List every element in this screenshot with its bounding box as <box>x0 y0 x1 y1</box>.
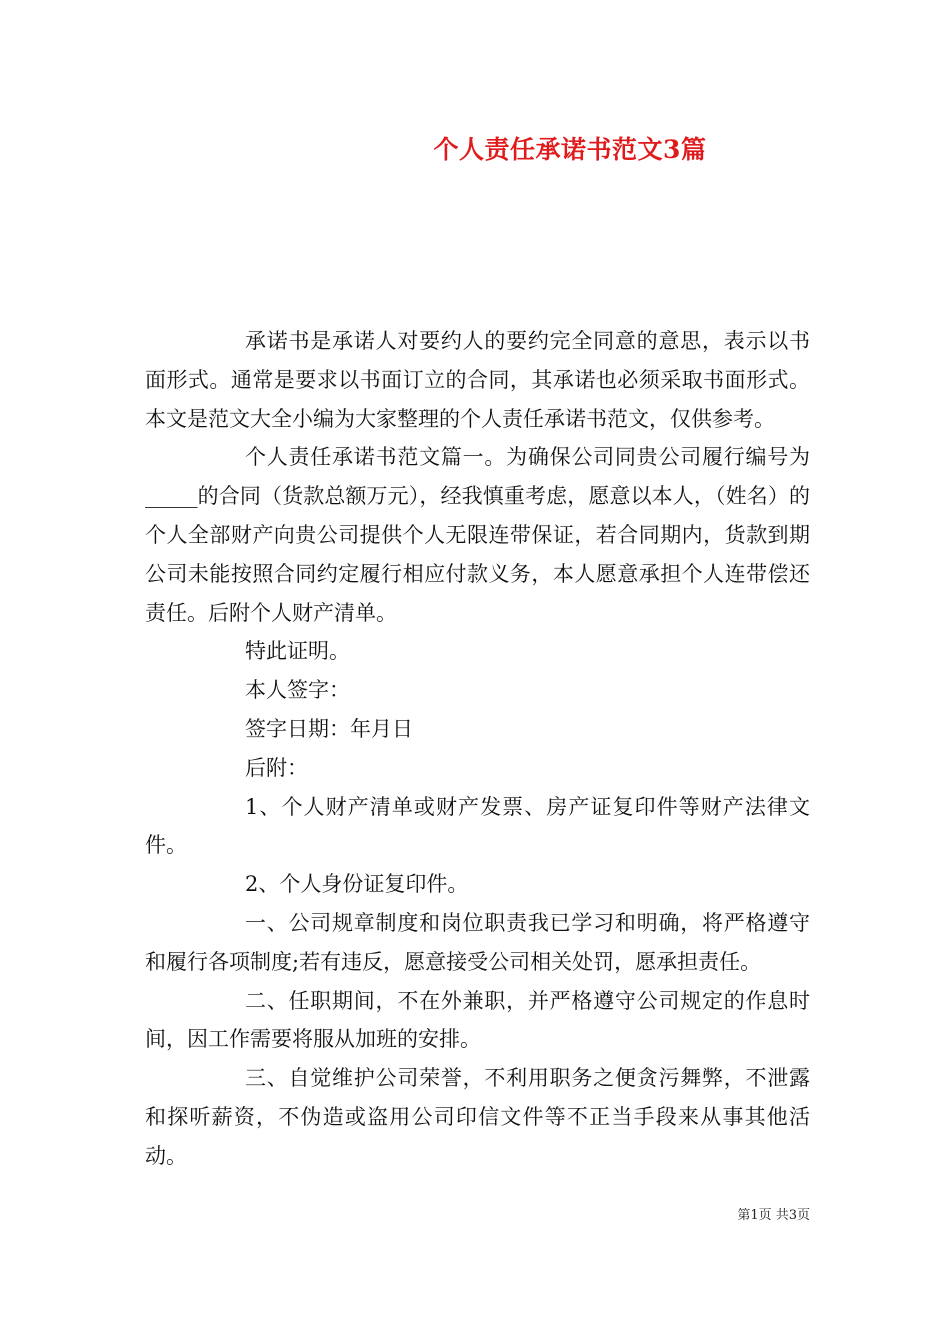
document-body <box>145 322 810 1176</box>
signature-date-line: 签字日期：年月日 <box>245 716 413 741</box>
page-number-footer: 第1页 共3页 <box>737 1208 810 1223</box>
attachment-item-1: 1、个人财产清单或财产发票、房产证复印件等财产法律文件。 <box>145 794 810 858</box>
sample-one-paragraph: 个人责任承诺书范文篇一。为确保公司同贵公司履行编号为_____的合同（货款总额万元），经我慎重考虑，愿意以本人，（姓名）的个人全部财产向贵公司提供个人无限连带保证，若合同期内，货款到期公司未能按照合同约定履行相应付款义务，本人愿意承担个人连带偿还责任。后附个人财产清单。 <box>145 445 810 625</box>
clause-three: 三、自觉维护公司荣誉，不利用职务之便贪污舞弊，不泄露和探听薪资，不伪造或盗用公司印信文件等不正当手段来从事其他活动。 <box>145 1066 810 1168</box>
signature-line: 本人签字： <box>245 678 350 703</box>
certify-line: 特此证明。 <box>245 639 350 664</box>
document-title: 个人责任承诺书范文3篇 <box>433 135 707 164</box>
clause-one: 一、公司规章制度和岗位职责我已学习和明确，将严格遵守和履行各项制度;若有违反，愿意接受公司相关处罚，愿承担责任。 <box>145 910 810 974</box>
attachment-heading: 后附： <box>245 755 308 780</box>
intro-paragraph: 承诺书是承诺人对要约人的要约完全同意的意思，表示以书面形式。通常是要求以书面订立的合同，其承诺也必须采取书面形式。本文是范文大全小编为大家整理的个人责任承诺书范文，仅供参考。 <box>145 329 810 431</box>
attachment-item-2: 2、个人身份证复印件。 <box>245 872 469 897</box>
clause-two: 二、任职期间，不在外兼职，并严格遵守公司规定的作息时间，因工作需要将服从加班的安排。 <box>145 988 810 1052</box>
